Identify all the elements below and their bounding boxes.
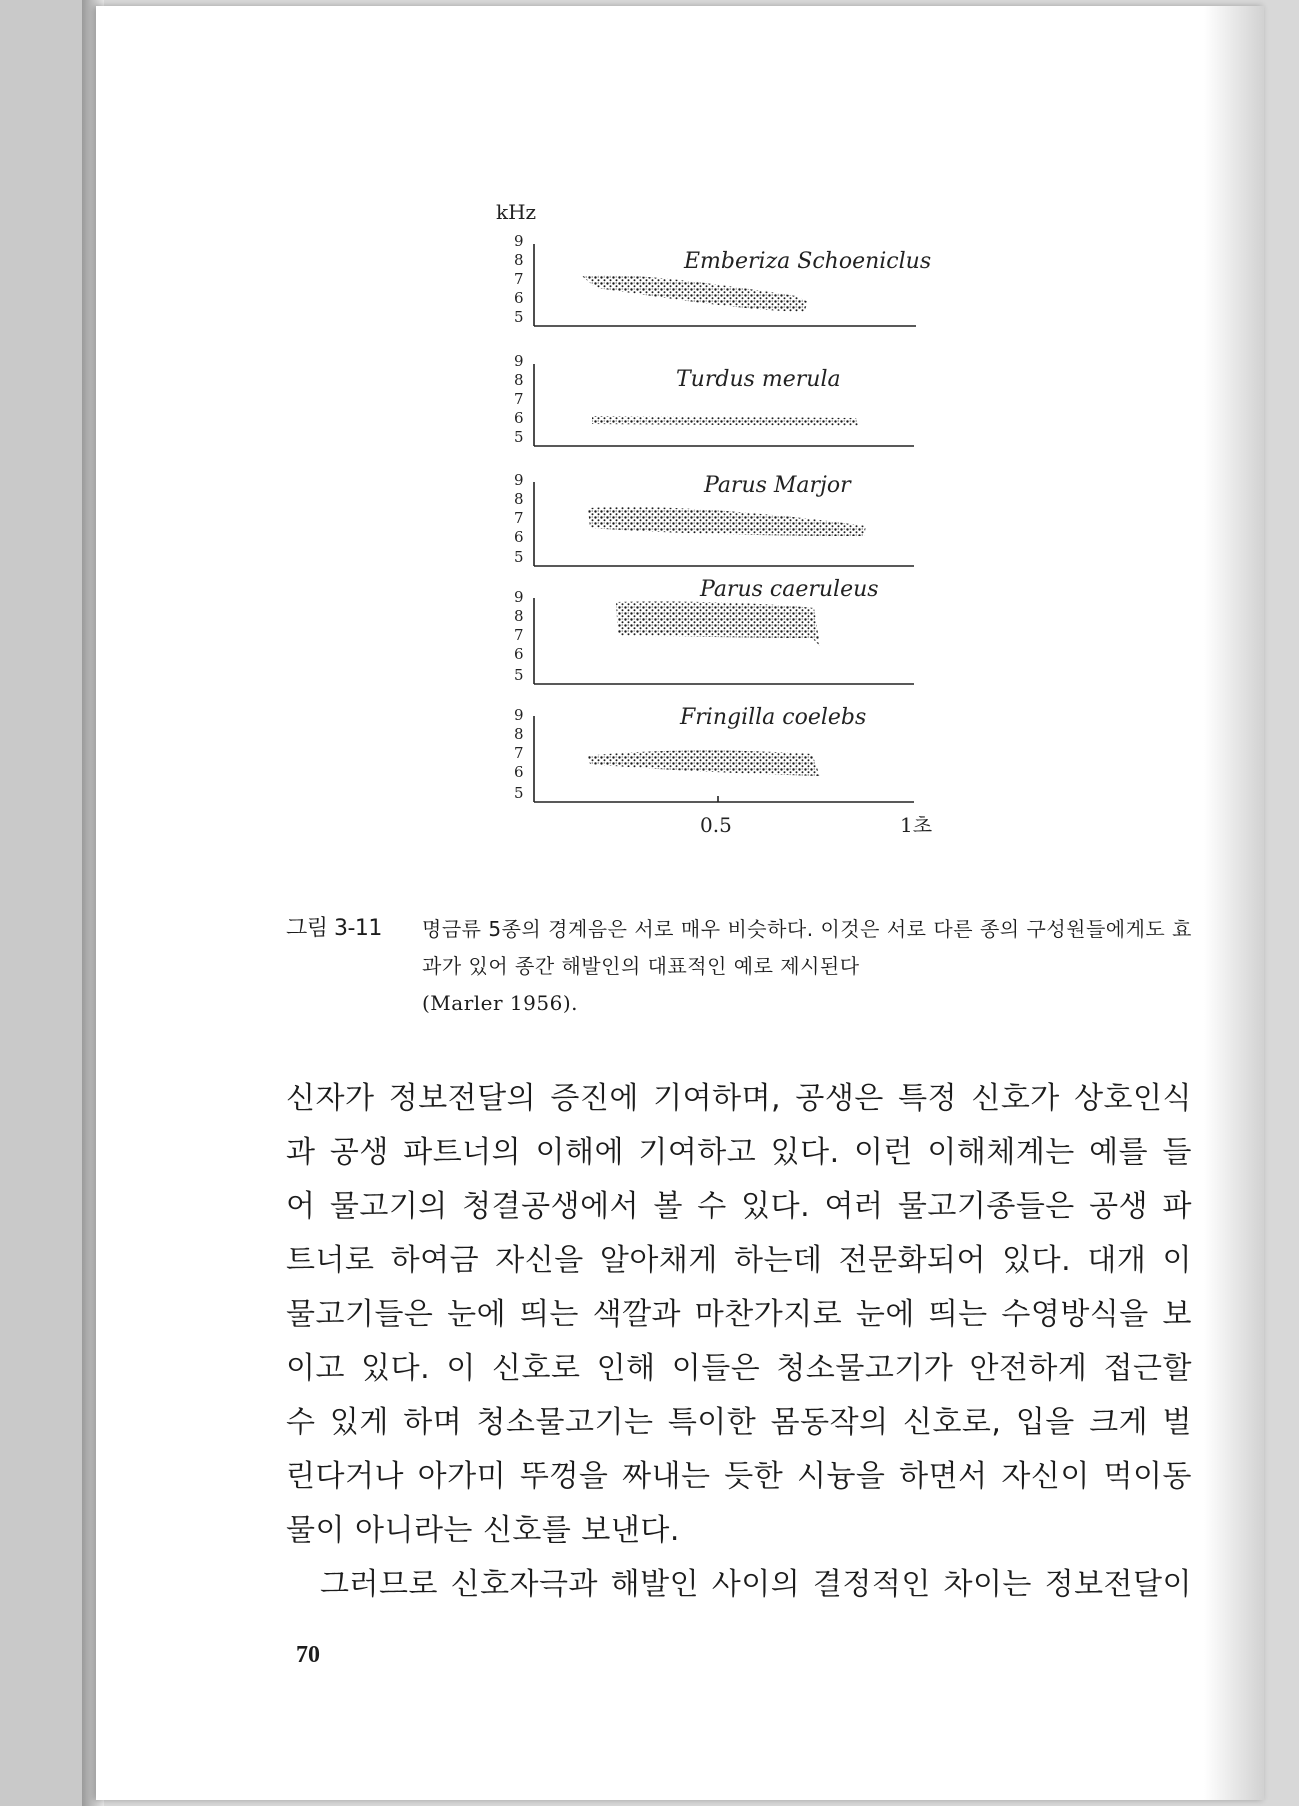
text-line: 린다거나 아가미 뚜껑을 짜내는 듯한 시늉을 하면서 자신이 먹이동 xyxy=(286,1459,1192,1494)
y-tick-9: 9 xyxy=(514,706,524,724)
y-tick-8: 8 xyxy=(514,607,524,625)
y-tick-8: 8 xyxy=(514,251,524,269)
caption-label: 그림 3-11 xyxy=(286,916,382,941)
y-tick-6: 6 xyxy=(514,528,524,546)
species-label: Emberiza Schoeniclus xyxy=(684,249,932,274)
y-tick-7: 7 xyxy=(514,626,524,644)
y-tick-5: 5 xyxy=(514,666,524,684)
y-tick-5: 5 xyxy=(514,428,524,446)
y-tick-8: 8 xyxy=(514,371,524,389)
sonogram-band xyxy=(582,275,808,312)
x-tick-label: 0.5 xyxy=(700,813,732,837)
y-tick-9: 9 xyxy=(514,232,524,250)
panel-3 xyxy=(514,471,914,566)
panel-1 xyxy=(514,232,931,326)
y-tick-9: 9 xyxy=(514,588,524,606)
y-tick-5: 5 xyxy=(514,548,524,566)
text-line: 과 공생 파트너의 이해에 기여하고 있다. 이런 이해체계는 예를 들 xyxy=(286,1135,1192,1170)
caption-text xyxy=(422,911,1192,1022)
y-tick-8: 8 xyxy=(514,490,524,508)
y-tick-9: 9 xyxy=(514,352,524,370)
species-label: Turdus merula xyxy=(676,367,841,392)
panel-2 xyxy=(514,352,914,446)
y-tick-7: 7 xyxy=(514,509,524,527)
species-label: Parus caeruleus xyxy=(700,577,879,602)
panel-4 xyxy=(514,577,914,684)
y-tick-7: 7 xyxy=(514,270,524,288)
y-tick-5: 5 xyxy=(514,784,524,802)
text-line: 수 있게 하며 청소물고기는 특이한 몸동작의 신호로, 입을 크게 벌 xyxy=(286,1405,1192,1440)
sonogram-band xyxy=(616,601,820,646)
unit-label: kHz xyxy=(496,200,537,224)
caption-citation: (Marler 1956). xyxy=(422,991,578,1015)
sonogram-figure xyxy=(96,6,1264,886)
x-tick-label: 1초 xyxy=(900,813,933,837)
y-tick-8: 8 xyxy=(514,725,524,743)
species-label: Parus Marjor xyxy=(704,473,851,498)
y-tick-9: 9 xyxy=(514,471,524,489)
text-line: 어 물고기의 청결공생에서 볼 수 있다. 여러 물고기종들은 공생 파 xyxy=(286,1189,1192,1224)
y-tick-6: 6 xyxy=(514,645,524,663)
caption-body: 명금류 5종의 경계음은 서로 매우 비슷하다. 이것은 서로 다른 종의 구성원들에게도 효과가 있어 종간 해발인의 대표적인 예로 제시된다 xyxy=(422,917,1192,978)
y-tick-7: 7 xyxy=(514,744,524,762)
panel-5 xyxy=(514,705,932,837)
species-label: Fringilla coelebs xyxy=(680,705,867,730)
page-number: 70 xyxy=(296,1642,320,1668)
y-tick-5: 5 xyxy=(514,308,524,326)
text-line: 트너로 하여금 자신을 알아채게 하는데 전문화되어 있다. 대개 이 xyxy=(286,1243,1192,1278)
y-tick-7: 7 xyxy=(514,390,524,408)
sonogram-band xyxy=(592,416,858,426)
y-tick-6: 6 xyxy=(514,763,524,781)
text-line: 이고 있다. 이 신호로 인해 이들은 청소물고기가 안전하게 접근할 xyxy=(286,1351,1192,1386)
y-tick-6: 6 xyxy=(514,289,524,307)
sonogram-svg xyxy=(96,6,1264,886)
sonogram-band xyxy=(588,507,866,536)
book-page xyxy=(96,6,1264,1800)
text-line: 그러므로 신호자극과 해발인 사이의 결정적인 차이는 정보전달이 xyxy=(320,1567,1192,1602)
text-line: 물고기들은 눈에 띄는 색깔과 마찬가지로 눈에 띄는 수영방식을 보 xyxy=(286,1297,1192,1332)
body-paragraphs xyxy=(286,1072,1192,1612)
y-tick-6: 6 xyxy=(514,409,524,427)
text-line: 물이 아니라는 신호를 보낸다. xyxy=(286,1513,680,1548)
text-line: 신자가 정보전달의 증진에 기여하며, 공생은 특정 신호가 상호인식 xyxy=(286,1081,1192,1116)
sonogram-band xyxy=(588,751,820,777)
